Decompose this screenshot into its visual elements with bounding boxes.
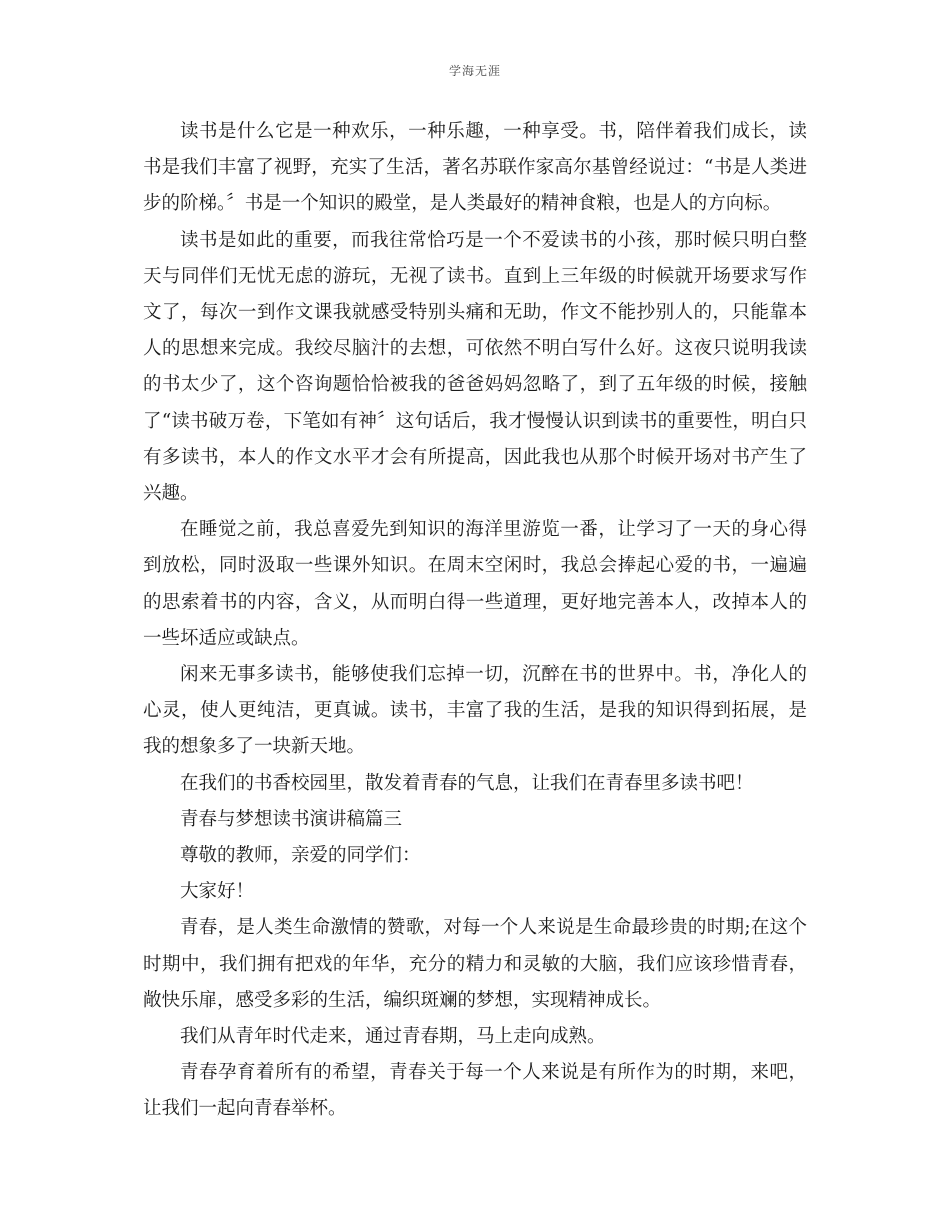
document-body bbox=[143, 114, 807, 1128]
paragraph: 我们从青年时代走来，通过青春期，马上走向成熟。 bbox=[180, 1026, 606, 1048]
paragraph: 青春，是人类生命激情的赞歌，对每一个人来说是生命最珍贵的时期;在这个时期中，我们拥有把戏的年华，充分的精力和灵敏的大脑，我们应该珍惜青春，敞快乐扉，感受多彩的生活，编织斑斓的梦想，实现精神成长。 bbox=[143, 917, 807, 1011]
salutation: 尊敬的教师，亲爱的同学们： bbox=[180, 845, 421, 867]
paragraph: 读书是什么它是一种欢乐，一种乐趣，一种享受。书，陪伴着我们成长，读书是我们丰富了视野，充实了生活，著名苏联作家高尔基曾经说过：“书是人类进步的阶梯。〞书是一个知识的殿堂，是人类最好的精神食粮，也是人的方向标。 bbox=[143, 121, 807, 215]
paragraph: 在睡觉之前，我总喜爱先到知识的海洋里游览一番，让学习了一天的身心得到放松，同时汲取一些课外知识。在周末空闲时，我总会捧起心爱的书，一遍遍的思索着书的内容，含义，从而明白得一些道理，更好地完善本人，改掉本人的一些坏适应或缺点。 bbox=[143, 519, 807, 649]
greeting: 大家好！ bbox=[180, 881, 255, 903]
page-header: 学海无涯 bbox=[448, 64, 501, 78]
paragraph: 青春孕育着所有的希望，青春关于每一个人来说是有所作为的时期，来吧，让我们一起向青春举杯。 bbox=[143, 1062, 807, 1120]
section-title: 青春与梦想读书演讲稿篇三 bbox=[180, 808, 403, 830]
paragraph: 闲来无事多读书，能够使我们忘掉一切，沉醉在书的世界中。书，净化人的心灵，使人更纯洁，更真诚。读书，丰富了我的生活，是我的知识得到拓展，是我的想象多了一块新天地。 bbox=[143, 664, 807, 758]
paragraph: 读书是如此的重要，而我往常恰巧是一个不爱读书的小孩，那时候只明白整天与同伴们无忧无虑的游玩，无视了读书。直到上三年级的时候就开场要求写作文了，每次一到作文课我就感受特别头痛和无助，作文不能抄别人的，只能靠本人的思想来完成。我绞尽脑汁的去想，可依然不明白写什么好。这夜只说明我读的书太少了，这个咨询题恰恰被我的爸爸妈妈忽略了，到了五年级的时候，接触了“读书破万卷，下笔如有神〞这句话后，我才慢慢认识到读书的重要性，明白只有多读书，本人的作文水平才会有所提高，因此我也从那个时候开场对书产生了兴趣。 bbox=[143, 229, 807, 505]
paragraph: 在我们的书香校园里，散发着青春的气息，让我们在青春里多读书吧！ bbox=[180, 772, 754, 794]
